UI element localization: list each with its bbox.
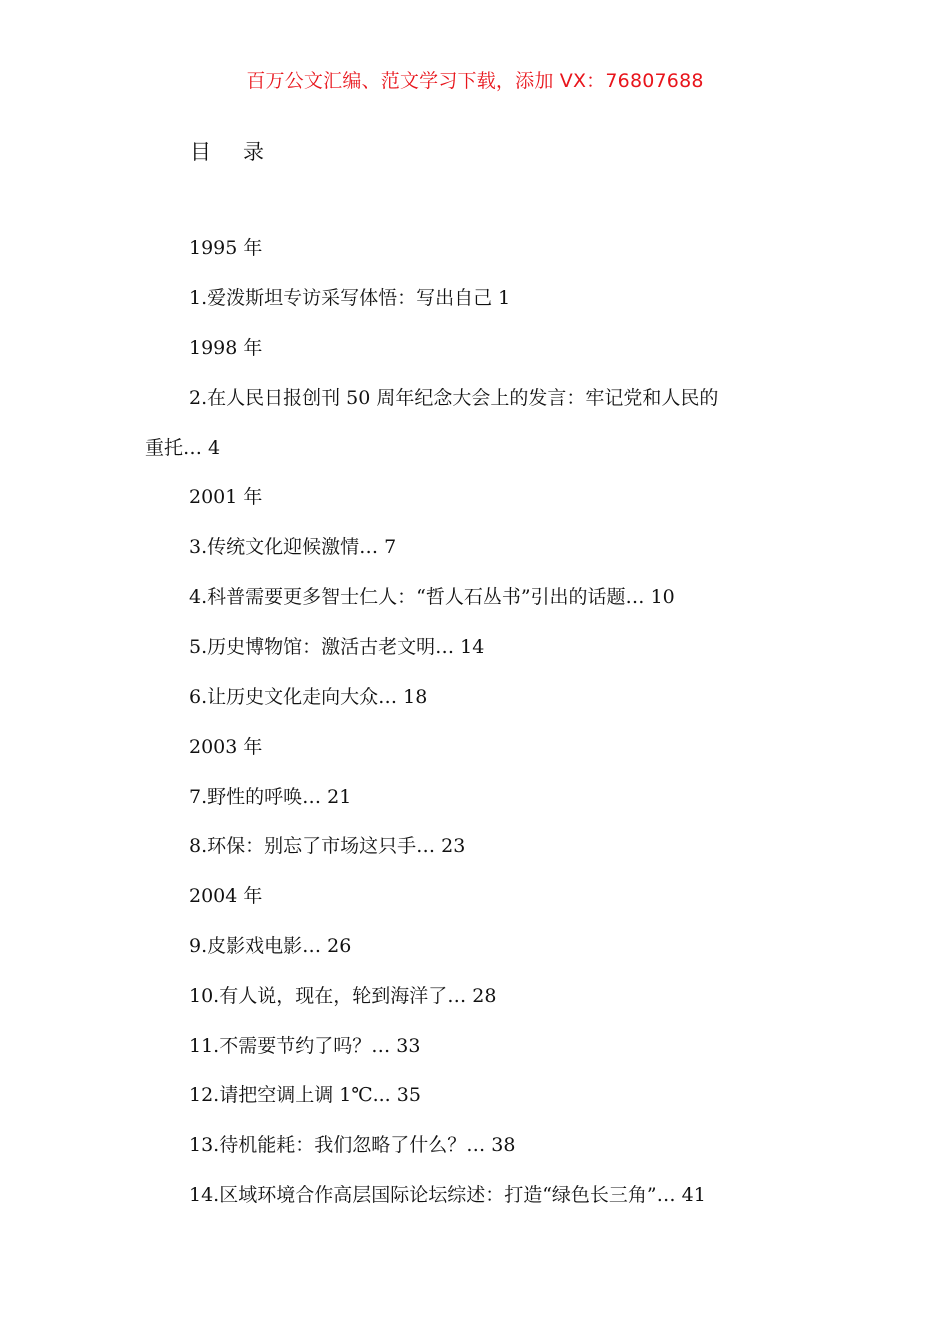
year-heading: 1995 年: [189, 237, 263, 259]
toc-entry: 12.请把空调上调 1℃... 35: [189, 1084, 421, 1106]
toc-entry: 11.不需要节约了吗？… 33: [189, 1035, 421, 1057]
year-heading: 2003 年: [189, 736, 263, 758]
toc-entry: 6.让历史文化走向大众… 18: [189, 686, 428, 708]
toc-entry: 5.历史博物馆：激活古老文明… 14: [189, 636, 485, 658]
toc-title-char-2: 录: [243, 140, 264, 164]
toc-entry: 1.爱泼斯坦专访采写体悟：写出自己 1: [189, 287, 511, 309]
toc-entry: 9.皮影戏电影… 26: [189, 935, 352, 957]
toc-title: [190, 136, 264, 166]
year-heading: 2001 年: [189, 486, 263, 508]
toc-entry: 2.在人民日报创刊 50 周年纪念大会上的发言：牢记党和人民的: [189, 387, 719, 409]
year-heading: 1998 年: [189, 337, 263, 359]
watermark-header: 百万公文汇编、范文学习下载，添加 VX：76807688: [246, 70, 704, 92]
toc-entry: 4.科普需要更多智士仁人：“哲人石丛书”引出的话题… 10: [189, 586, 675, 608]
toc-entry: 14.区域环境合作高层国际论坛综述：打造“绿色长三角”… 41: [189, 1184, 706, 1206]
toc-entry: 3.传统文化迎候激情… 7: [189, 536, 397, 558]
toc-entry: 7.野性的呼唤… 21: [189, 786, 352, 808]
toc-entry: 10.有人说，现在，轮到海洋了… 28: [189, 985, 497, 1007]
year-heading: 2004 年: [189, 885, 263, 907]
toc-entry: 13.待机能耗：我们忽略了什么？… 38: [189, 1134, 516, 1156]
toc-entry-continuation: 重托… 4: [145, 437, 221, 459]
toc-entry: 8.环保：别忘了市场这只手… 23: [189, 835, 466, 857]
toc-title-char-1: 目: [190, 140, 211, 164]
